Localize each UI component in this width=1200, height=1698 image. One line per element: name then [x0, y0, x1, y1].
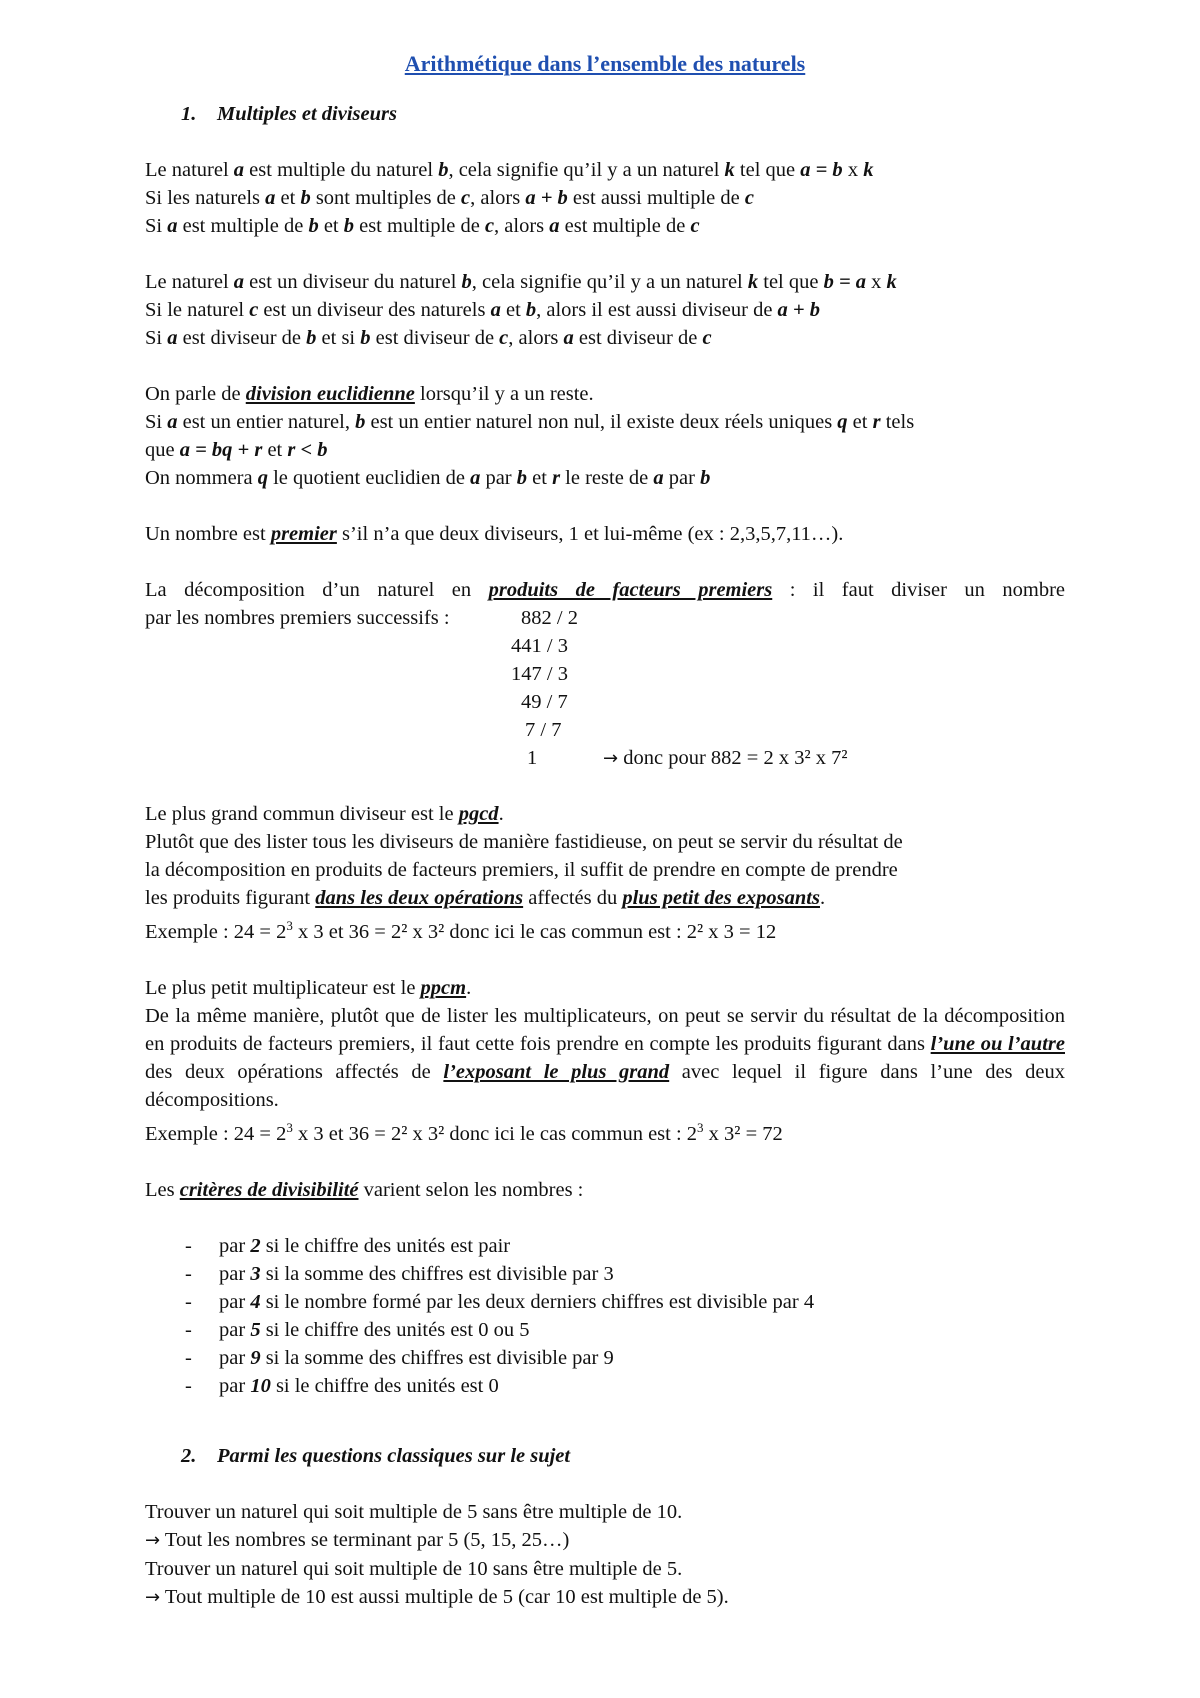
- text: Les: [145, 1178, 180, 1201]
- text: , cela signifie qu’il y a un naturel: [448, 159, 725, 181]
- text: , alors: [494, 215, 550, 237]
- var: a: [265, 187, 276, 209]
- number: 5: [250, 1318, 261, 1341]
- text: est diviseur de: [573, 327, 703, 349]
- text-line: [145, 576, 1065, 604]
- example-line: [145, 1114, 1065, 1148]
- text: Le plus grand commun diviseur est le: [145, 803, 459, 825]
- text: La décomposition d’un naturel en: [145, 579, 489, 601]
- section-number: 2.: [181, 1444, 197, 1467]
- criteria-list: [145, 1232, 1065, 1400]
- text: , alors il est aussi diviseur de: [536, 299, 778, 321]
- var: b: [525, 299, 537, 321]
- answer-line: [145, 1526, 1065, 1555]
- formula: b = a: [823, 271, 867, 293]
- var: b: [438, 159, 449, 181]
- keyword: division euclidienne: [245, 383, 415, 405]
- text-line: la décomposition en produits de facteurs premiers, il suffit de prendre en compte de prendre: [145, 859, 898, 881]
- decomposition-step: 441 / 3: [511, 635, 568, 657]
- paragraph-multiples: [145, 156, 1065, 240]
- formula: a = bq + r: [179, 439, 263, 461]
- decomposition-row: [145, 632, 1065, 660]
- text: tel que: [758, 271, 824, 293]
- keyword: ppcm: [420, 976, 467, 999]
- list-item: [145, 1344, 1065, 1372]
- text: Si: [145, 215, 168, 237]
- text: est multiple du naturel: [244, 159, 439, 181]
- text: si le chiffre des unités est pair: [260, 1234, 511, 1257]
- text-line: [145, 800, 1065, 828]
- text-line: Plutôt que des lister tous les diviseurs de manière fastidieuse, on peut se servir du résultat de: [145, 831, 903, 853]
- var: c: [499, 327, 509, 349]
- number: 4: [250, 1290, 261, 1313]
- text: par les nombres premiers successifs :: [145, 607, 450, 629]
- text: tel que: [734, 159, 801, 181]
- text-line: [145, 464, 1065, 492]
- text: par: [663, 467, 701, 489]
- paragraph-ppcm: [145, 974, 1065, 1148]
- text-line: [145, 408, 1065, 436]
- text: et si: [316, 327, 361, 349]
- text: et: [318, 215, 344, 237]
- decomposition-step: 49 / 7: [521, 691, 568, 713]
- var: c: [461, 187, 471, 209]
- text-line: [145, 324, 1065, 352]
- text: .: [819, 887, 826, 909]
- paragraph-pgcd: [145, 800, 1065, 946]
- var: a: [167, 327, 178, 349]
- var: a: [563, 327, 574, 349]
- var: b: [461, 271, 472, 293]
- text: Un nombre est: [145, 523, 271, 545]
- text-line: [145, 974, 1065, 1002]
- var: a: [549, 215, 560, 237]
- text: On nommera: [145, 467, 258, 489]
- decomposition-table: [145, 604, 1065, 772]
- bullet: -: [185, 1290, 192, 1313]
- var: k: [863, 159, 874, 181]
- text: donc pour 882 = 2 x 3² x 7²: [618, 747, 848, 769]
- var: a: [233, 271, 245, 293]
- text: par: [219, 1234, 251, 1257]
- text: est multiple de: [559, 215, 691, 237]
- keyword: pgcd: [458, 803, 499, 825]
- var: c: [744, 187, 754, 209]
- paragraph-decomposition: [145, 576, 1065, 772]
- decomposition-row: [145, 744, 1065, 772]
- text: et: [847, 411, 873, 433]
- text-block: [145, 1002, 1065, 1114]
- text: si le chiffre des unités est 0: [270, 1374, 499, 1397]
- formula: a = b: [800, 159, 843, 181]
- text-line: [145, 380, 1065, 408]
- decomposition-row: [145, 688, 1065, 716]
- text: Si: [145, 327, 168, 349]
- text: .: [466, 976, 472, 999]
- text: .: [498, 803, 504, 825]
- text-line: [145, 296, 1065, 324]
- text: est multiple de: [177, 215, 309, 237]
- exponent: 3: [697, 1119, 704, 1135]
- text-line: [145, 436, 1065, 464]
- list-item: [145, 1232, 1065, 1260]
- text: tels: [880, 411, 915, 433]
- text: par: [219, 1318, 251, 1341]
- text: Exemple : 24 = 2: [145, 920, 287, 943]
- formula: r < b: [287, 439, 328, 461]
- text: est diviseur de: [370, 327, 500, 349]
- var: b: [343, 215, 354, 237]
- text-line: [145, 520, 1065, 548]
- text: est un entier naturel,: [177, 411, 356, 433]
- text: est diviseur de: [177, 327, 307, 349]
- decomposition-step: 1: [527, 747, 538, 769]
- answer-line: [145, 1583, 1065, 1612]
- text: que: [145, 439, 180, 461]
- paragraph-division-euclidienne: [145, 380, 1065, 492]
- text: x 3² = 72: [703, 1122, 783, 1145]
- text: le quotient euclidien de: [267, 467, 471, 489]
- keyword: critères de divisibilité: [179, 1178, 359, 1201]
- decomposition-step: 7 / 7: [525, 719, 562, 741]
- text: lorsqu’il y a un reste.: [414, 383, 594, 405]
- decomposition-step: 882 / 2: [521, 607, 578, 629]
- text-line: [145, 212, 1065, 240]
- paragraph-criteres: [145, 1176, 1065, 1204]
- text-line: [145, 884, 1065, 912]
- text-line: [145, 268, 1065, 296]
- text: est un diviseur des naturels: [258, 299, 491, 321]
- keyword: plus petit des exposants: [622, 887, 820, 909]
- list-item: [145, 1288, 1065, 1316]
- bullet: -: [185, 1318, 192, 1341]
- text: Tout multiple de 10 est aussi multiple de 5 (car 10 est multiple de 5).: [160, 1585, 729, 1608]
- list-item: [145, 1316, 1065, 1344]
- formula: a + b: [525, 187, 568, 209]
- decomposition-row: [145, 660, 1065, 688]
- text: si le nombre formé par les deux derniers chiffres est divisible par 4: [260, 1290, 815, 1313]
- text: sont multiples de: [310, 187, 462, 209]
- text: Le plus petit multiplicateur est le: [145, 976, 421, 999]
- bullet: -: [185, 1374, 192, 1397]
- list-item: [145, 1260, 1065, 1288]
- decomposition-step: 147 / 3: [511, 663, 568, 685]
- text: par: [219, 1290, 251, 1313]
- list-item: [145, 1372, 1065, 1400]
- text: par: [219, 1346, 251, 1369]
- var: b: [300, 187, 311, 209]
- var: r: [552, 467, 561, 489]
- text: par: [219, 1262, 251, 1285]
- section-heading-1: [145, 100, 1065, 128]
- text: On parle de: [145, 383, 246, 405]
- decomposition-row: [145, 716, 1065, 744]
- question-line: Trouver un naturel qui soit multiple de 5 sans être multiple de 10.: [145, 1500, 683, 1523]
- question-line: Trouver un naturel qui soit multiple de 10 sans être multiple de 5.: [145, 1557, 683, 1580]
- number: 10: [250, 1374, 271, 1397]
- var: q: [257, 467, 268, 489]
- var: a: [490, 299, 501, 321]
- text: des deux opérations affectés de: [145, 1060, 444, 1083]
- text: Si le naturel: [145, 299, 250, 321]
- text: et: [262, 439, 288, 461]
- text: si le chiffre des unités est 0 ou 5: [260, 1318, 530, 1341]
- text-line: [145, 156, 1065, 184]
- text: s’il n’a que deux diviseurs, 1 et lui-même (ex : 2,3,5,7,11…).: [336, 523, 844, 545]
- paragraph-premier: [145, 520, 1065, 548]
- var: b: [700, 467, 711, 489]
- arrow-right-icon: →: [603, 748, 619, 769]
- exponent: 3: [286, 918, 293, 933]
- keyword: produits de facteurs premiers: [488, 579, 773, 601]
- paragraph-questions: [145, 1498, 1065, 1612]
- text: , alors: [508, 327, 564, 349]
- bullet: -: [185, 1262, 192, 1285]
- text: les produits figurant: [145, 887, 316, 909]
- var: k: [886, 271, 897, 293]
- text: par: [219, 1374, 251, 1397]
- text: , cela signifie qu’il y a un naturel: [471, 271, 748, 293]
- text: x 3 et 36 = 2² x 3² donc ici le cas commun est : 2² x 3 = 12: [292, 920, 777, 943]
- text: : il faut diviser un nombre: [772, 579, 1066, 601]
- number: 9: [250, 1346, 261, 1369]
- bullet: -: [185, 1234, 192, 1257]
- text: Tout les nombres se terminant par 5 (5, 15, 25…): [160, 1528, 570, 1551]
- var: a: [470, 467, 481, 489]
- var: r: [872, 411, 881, 433]
- var: c: [702, 327, 712, 349]
- example-line: [145, 912, 1065, 946]
- var: k: [747, 271, 759, 293]
- text: , alors: [470, 187, 526, 209]
- text: et: [527, 467, 553, 489]
- keyword: dans les deux opérations: [315, 887, 524, 909]
- text: Le naturel: [145, 159, 234, 181]
- page-title: Arithmétique dans l’ensemble des naturels: [404, 51, 806, 76]
- section-title: Multiples et diviseurs: [217, 103, 397, 125]
- formula: a + b: [777, 299, 820, 321]
- var: k: [724, 159, 735, 181]
- text: le reste de: [560, 467, 654, 489]
- text: Le naturel: [145, 271, 234, 293]
- text: x: [866, 271, 887, 293]
- text: est un entier naturel non nul, il existe deux réels uniques: [365, 411, 838, 433]
- keyword: l’exposant le plus grand: [443, 1060, 670, 1083]
- text: De la même manière, plutôt que de lister les multiplicateurs, on peut se servir du résultat de la décomposition en produits de facteurs premiers, il faut cette fois prendre en compte les produits figurant dans: [145, 1004, 1065, 1055]
- var: q: [837, 411, 848, 433]
- bullet: -: [185, 1346, 192, 1369]
- section-title: Parmi les questions classiques sur le sujet: [217, 1444, 571, 1467]
- text: Si les naturels: [145, 187, 266, 209]
- exponent: 3: [286, 1119, 293, 1135]
- var: a: [653, 467, 664, 489]
- keyword: l’une ou l’autre: [930, 1032, 1065, 1055]
- var: c: [484, 215, 495, 237]
- var: b: [355, 411, 366, 433]
- document-page: [145, 40, 1065, 1640]
- var: c: [690, 215, 700, 237]
- var: b: [360, 327, 371, 349]
- keyword: premier: [270, 523, 337, 545]
- number: 3: [250, 1262, 261, 1285]
- text: Exemple : 24 = 2: [145, 1122, 287, 1145]
- arrow-right-icon: →: [145, 1586, 161, 1608]
- var: b: [308, 215, 319, 237]
- text: est un diviseur du naturel: [244, 271, 462, 293]
- text-line: [145, 1176, 1065, 1204]
- arrow-right-icon: →: [145, 1529, 161, 1551]
- text: par: [480, 467, 517, 489]
- text: et: [500, 299, 526, 321]
- var: a: [167, 215, 178, 237]
- decomposition-row: [145, 604, 1065, 632]
- var: b: [306, 327, 317, 349]
- paragraph-diviseurs: [145, 268, 1065, 352]
- section-number: 1.: [181, 103, 197, 125]
- var: a: [167, 411, 178, 433]
- text: Si: [145, 411, 168, 433]
- text: avec lequel il figure dans l’une des deux décompositions.: [145, 1060, 1065, 1111]
- section-heading-2: [145, 1442, 1065, 1470]
- text-line: [145, 184, 1065, 212]
- text: est aussi multiple de: [567, 187, 745, 209]
- var: a: [233, 159, 245, 181]
- text: si la somme des chiffres est divisible par 9: [260, 1346, 614, 1369]
- var: b: [516, 467, 528, 489]
- text: x: [842, 159, 864, 181]
- number: 2: [250, 1234, 261, 1257]
- text: si la somme des chiffres est divisible par 3: [260, 1262, 614, 1285]
- text: varient selon les nombres :: [358, 1178, 584, 1201]
- var: c: [249, 299, 259, 321]
- decomposition-result: [603, 744, 848, 773]
- text: est multiple de: [353, 215, 485, 237]
- text: affectés du: [523, 887, 623, 909]
- text: x 3 et 36 = 2² x 3² donc ici le cas commun est : 2: [292, 1122, 698, 1145]
- text: et: [275, 187, 301, 209]
